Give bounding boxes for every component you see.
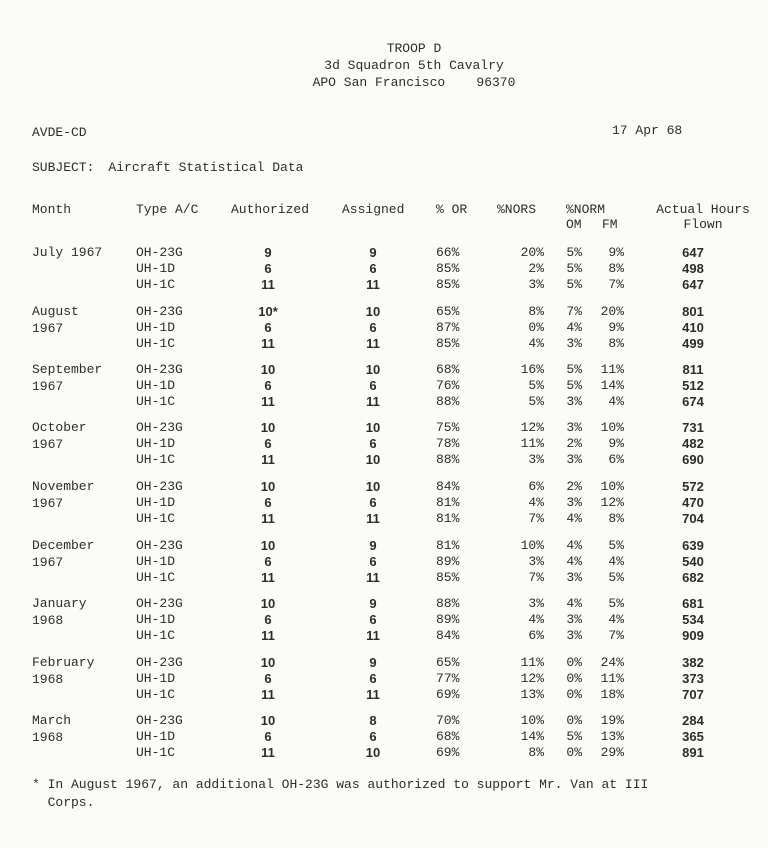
authorized-value: 10*	[258, 304, 278, 319]
or-percent: 65%	[436, 655, 460, 670]
table-row	[0, 510, 768, 527]
fm-percent: 19%	[600, 713, 624, 728]
aircraft-type: UH-1D	[136, 378, 176, 393]
nors-percent: 13%	[520, 687, 544, 702]
authorized-value: 6	[264, 261, 272, 276]
month-year: 1967	[32, 555, 64, 570]
month-group	[0, 537, 768, 593]
aircraft-type: OH-23G	[136, 420, 183, 435]
or-percent: 77%	[436, 671, 460, 686]
aircraft-type: UH-1C	[136, 511, 176, 526]
fm-percent: 14%	[600, 378, 624, 393]
aircraft-type: UH-1C	[136, 277, 176, 292]
aircraft-type: OH-23G	[136, 245, 183, 260]
assigned-value: 6	[369, 729, 377, 744]
assigned-value: 6	[369, 612, 377, 627]
assigned-value: 11	[366, 336, 380, 351]
assigned-value: 11	[366, 394, 380, 409]
or-percent: 69%	[436, 687, 460, 702]
assigned-value: 6	[369, 261, 377, 276]
hours-flown: 284	[682, 713, 704, 728]
hours-flown: 534	[682, 612, 704, 627]
hours-flown: 682	[682, 570, 704, 585]
subject-line	[32, 160, 303, 175]
month-year: 1967	[32, 379, 64, 394]
fm-percent: 9%	[608, 320, 624, 335]
assigned-value: 11	[366, 570, 380, 585]
aircraft-type: UH-1D	[136, 612, 176, 627]
aircraft-type: OH-23G	[136, 304, 183, 319]
month-year: 1968	[32, 672, 64, 687]
assigned-value: 11	[366, 687, 380, 702]
om-percent: 7%	[566, 304, 582, 319]
month-year: 1967	[32, 496, 64, 511]
month-name: July 1967	[32, 245, 103, 260]
table-row	[0, 670, 768, 687]
footnote-line-1: * In August 1967, an additional OH-23G was authorized to support Mr. Van at III	[32, 777, 649, 792]
authorized-value: 6	[264, 495, 272, 510]
fm-percent: 6%	[608, 452, 624, 467]
aircraft-type: OH-23G	[136, 655, 183, 670]
assigned-value: 6	[369, 378, 377, 393]
table-row	[0, 686, 768, 703]
om-percent: 3%	[566, 420, 582, 435]
or-percent: 75%	[436, 420, 460, 435]
fm-percent: 7%	[608, 628, 624, 643]
month-name: February	[32, 655, 95, 670]
authorized-value: 10	[260, 713, 276, 728]
authorized-value: 6	[264, 320, 272, 335]
authorized-value: 6	[264, 612, 272, 627]
month-year: 1967	[32, 437, 64, 452]
hours-flown: 512	[682, 378, 704, 393]
aircraft-type: UH-1D	[136, 554, 176, 569]
aircraft-type: UH-1C	[136, 628, 176, 643]
hours-flown: 572	[682, 479, 704, 494]
om-percent: 2%	[566, 436, 582, 451]
assigned-value: 6	[369, 554, 377, 569]
header-assigned: Assigned	[342, 202, 405, 217]
assigned-value: 11	[366, 277, 380, 292]
table-row	[0, 244, 768, 261]
nors-percent: 10%	[520, 538, 544, 553]
nors-percent: 6%	[528, 479, 544, 494]
header-om: OM	[566, 217, 582, 232]
om-percent: 4%	[566, 320, 582, 335]
aircraft-type: UH-1D	[136, 261, 176, 276]
authorized-value: 11	[261, 336, 275, 351]
or-percent: 68%	[436, 729, 460, 744]
month-year: 1968	[32, 730, 64, 745]
om-percent: 3%	[566, 612, 582, 627]
nors-percent: 12%	[520, 420, 544, 435]
month-group	[0, 712, 768, 768]
nors-percent: 10%	[520, 713, 544, 728]
hours-flown: 470	[682, 495, 704, 510]
hours-flown: 647	[682, 277, 704, 292]
authorized-value: 10	[260, 479, 276, 494]
authorized-value: 11	[261, 628, 275, 643]
hours-flown: 801	[682, 304, 704, 319]
nors-percent: 4%	[528, 336, 544, 351]
hours-flown: 482	[682, 436, 704, 451]
nors-percent: 0%	[528, 320, 544, 335]
om-percent: 3%	[566, 336, 582, 351]
hours-flown: 681	[682, 596, 704, 611]
subject-label: SUBJECT:	[32, 160, 95, 175]
fm-percent: 8%	[608, 511, 624, 526]
letterhead	[0, 40, 768, 91]
hours-flown: 410	[682, 320, 704, 335]
aircraft-type: UH-1C	[136, 570, 176, 585]
om-percent: 5%	[566, 245, 582, 260]
header-month: Month	[32, 202, 72, 217]
aircraft-type: OH-23G	[136, 538, 183, 553]
fm-percent: 7%	[608, 277, 624, 292]
nors-percent: 11%	[520, 655, 544, 670]
fm-percent: 5%	[608, 538, 624, 553]
table-row	[0, 712, 768, 729]
hours-flown: 811	[682, 362, 704, 377]
authorized-value: 10	[260, 596, 276, 611]
or-percent: 81%	[436, 495, 460, 510]
hours-flown: 499	[682, 336, 704, 351]
assigned-value: 9	[369, 245, 377, 260]
fm-percent: 9%	[608, 245, 624, 260]
aircraft-type: UH-1D	[136, 671, 176, 686]
hours-flown: 498	[682, 261, 704, 276]
apo-address: APO San Francisco 96370	[312, 75, 516, 90]
table-row	[0, 303, 768, 320]
table-row	[0, 451, 768, 468]
header-fm: FM	[602, 217, 618, 232]
or-percent: 85%	[436, 336, 460, 351]
aircraft-type: UH-1C	[136, 336, 176, 351]
squadron-name: 3d Squadron 5th Cavalry	[324, 58, 504, 73]
authorized-value: 6	[264, 554, 272, 569]
om-percent: 3%	[566, 570, 582, 585]
month-name: March	[32, 713, 72, 728]
table-row	[0, 744, 768, 761]
table-row	[0, 377, 768, 394]
om-percent: 4%	[566, 538, 582, 553]
om-percent: 2%	[566, 479, 582, 494]
assigned-value: 6	[369, 495, 377, 510]
aircraft-type: OH-23G	[136, 362, 183, 377]
fm-percent: 4%	[608, 554, 624, 569]
fm-percent: 24%	[600, 655, 624, 670]
or-percent: 66%	[436, 245, 460, 260]
hours-flown: 707	[682, 687, 704, 702]
assigned-value: 6	[369, 671, 377, 686]
fm-percent: 4%	[608, 612, 624, 627]
assigned-value: 9	[369, 655, 377, 670]
month-year: 1968	[32, 613, 64, 628]
aircraft-type: UH-1C	[136, 394, 176, 409]
authorized-value: 11	[261, 394, 275, 409]
aircraft-type: UH-1C	[136, 452, 176, 467]
assigned-value: 10	[365, 362, 381, 377]
authorized-value: 11	[261, 277, 275, 292]
fm-percent: 5%	[608, 596, 624, 611]
nors-percent: 3%	[528, 596, 544, 611]
nors-percent: 14%	[520, 729, 544, 744]
or-percent: 89%	[436, 612, 460, 627]
month-name: October	[32, 420, 87, 435]
nors-percent: 20%	[520, 245, 544, 260]
om-percent: 5%	[566, 362, 582, 377]
table-row	[0, 654, 768, 671]
table-row	[0, 537, 768, 554]
table-row	[0, 595, 768, 612]
authorized-value: 10	[260, 420, 276, 435]
om-percent: 0%	[566, 745, 582, 760]
or-percent: 85%	[436, 261, 460, 276]
authorized-value: 6	[264, 436, 272, 451]
fm-percent: 11%	[600, 362, 624, 377]
or-percent: 85%	[436, 570, 460, 585]
table-row	[0, 569, 768, 586]
table-row	[0, 611, 768, 628]
hours-flown: 639	[682, 538, 704, 553]
unit-name: TROOP D	[386, 41, 442, 56]
om-percent: 4%	[566, 554, 582, 569]
fm-percent: 11%	[600, 671, 624, 686]
assigned-value: 6	[369, 436, 377, 451]
fm-percent: 8%	[608, 261, 624, 276]
authorized-value: 9	[264, 245, 272, 260]
aircraft-type: UH-1D	[136, 729, 176, 744]
table-row	[0, 728, 768, 745]
table-row	[0, 494, 768, 511]
authorized-value: 11	[261, 452, 275, 467]
or-percent: 78%	[436, 436, 460, 451]
authorized-value: 6	[264, 729, 272, 744]
document-date: 17 Apr 68	[612, 123, 683, 138]
or-percent: 68%	[436, 362, 460, 377]
authorized-value: 11	[261, 687, 275, 702]
fm-percent: 12%	[600, 495, 624, 510]
assigned-value: 10	[365, 479, 381, 494]
nors-percent: 6%	[528, 628, 544, 643]
nors-percent: 5%	[528, 378, 544, 393]
hours-flown: 382	[682, 655, 704, 670]
nors-percent: 4%	[528, 612, 544, 627]
authorized-value: 10	[260, 655, 276, 670]
nors-percent: 4%	[528, 495, 544, 510]
header-type: Type A/C	[136, 202, 199, 217]
assigned-value: 9	[369, 538, 377, 553]
or-percent: 69%	[436, 745, 460, 760]
om-percent: 0%	[566, 687, 582, 702]
authorized-value: 6	[264, 671, 272, 686]
aircraft-type: UH-1D	[136, 436, 176, 451]
aircraft-type: UH-1D	[136, 320, 176, 335]
authorized-value: 11	[261, 745, 275, 760]
month-year: 1967	[32, 321, 64, 336]
nors-percent: 2%	[528, 261, 544, 276]
nors-percent: 11%	[520, 436, 544, 451]
om-percent: 3%	[566, 628, 582, 643]
om-percent: 5%	[566, 277, 582, 292]
footnote-line-2: Corps.	[32, 795, 95, 810]
aircraft-type: UH-1D	[136, 495, 176, 510]
assigned-value: 10	[365, 304, 381, 319]
table-row	[0, 276, 768, 293]
hours-flown: 704	[682, 511, 704, 526]
fm-percent: 18%	[600, 687, 624, 702]
hours-flown: 373	[682, 671, 704, 686]
om-percent: 0%	[566, 671, 582, 686]
table-row	[0, 478, 768, 495]
nors-percent: 16%	[520, 362, 544, 377]
authorized-value: 10	[260, 362, 276, 377]
hours-flown: 891	[682, 745, 704, 760]
fm-percent: 20%	[600, 304, 624, 319]
authorized-value: 11	[261, 570, 275, 585]
or-percent: 88%	[436, 452, 460, 467]
table-row	[0, 419, 768, 436]
nors-percent: 8%	[528, 304, 544, 319]
or-percent: 89%	[436, 554, 460, 569]
authorized-value: 6	[264, 378, 272, 393]
nors-percent: 7%	[528, 570, 544, 585]
or-percent: 81%	[436, 538, 460, 553]
or-percent: 84%	[436, 479, 460, 494]
footnote	[32, 776, 752, 812]
assigned-value: 11	[366, 628, 380, 643]
aircraft-type: OH-23G	[136, 596, 183, 611]
om-percent: 4%	[566, 596, 582, 611]
table-row	[0, 627, 768, 644]
assigned-value: 10	[365, 745, 381, 760]
om-percent: 3%	[566, 394, 582, 409]
month-name: September	[32, 362, 103, 377]
month-group	[0, 595, 768, 651]
or-percent: 88%	[436, 394, 460, 409]
month-group	[0, 244, 768, 300]
table-row	[0, 393, 768, 410]
assigned-value: 10	[365, 452, 381, 467]
month-group	[0, 361, 768, 417]
nors-percent: 12%	[520, 671, 544, 686]
authorized-value: 11	[261, 511, 275, 526]
or-percent: 87%	[436, 320, 460, 335]
assigned-value: 10	[365, 420, 381, 435]
table-row	[0, 361, 768, 378]
assigned-value: 9	[369, 596, 377, 611]
or-percent: 84%	[436, 628, 460, 643]
aircraft-type: OH-23G	[136, 479, 183, 494]
om-percent: 0%	[566, 655, 582, 670]
om-percent: 5%	[566, 261, 582, 276]
fm-percent: 10%	[600, 479, 624, 494]
fm-percent: 10%	[600, 420, 624, 435]
or-percent: 88%	[436, 596, 460, 611]
table-row	[0, 260, 768, 277]
month-name: January	[32, 596, 87, 611]
fm-percent: 5%	[608, 570, 624, 585]
fm-percent: 29%	[600, 745, 624, 760]
month-name: August	[32, 304, 79, 319]
header-norm: %NORM	[566, 202, 606, 217]
assigned-value: 8	[369, 713, 377, 728]
header-authorized: Authorized	[231, 202, 310, 217]
month-group	[0, 303, 768, 359]
subject-text: Aircraft Statistical Data	[108, 160, 304, 175]
assigned-value: 11	[366, 511, 380, 526]
table-row	[0, 319, 768, 336]
nors-percent: 8%	[528, 745, 544, 760]
table-row	[0, 435, 768, 452]
aircraft-type: UH-1C	[136, 745, 176, 760]
month-name: November	[32, 479, 95, 494]
hours-flown: 731	[682, 420, 704, 435]
om-percent: 3%	[566, 495, 582, 510]
or-percent: 81%	[436, 511, 460, 526]
month-group	[0, 478, 768, 534]
assigned-value: 6	[369, 320, 377, 335]
nors-percent: 7%	[528, 511, 544, 526]
om-percent: 5%	[566, 729, 582, 744]
or-percent: 65%	[436, 304, 460, 319]
fm-percent: 13%	[600, 729, 624, 744]
om-percent: 5%	[566, 378, 582, 393]
header-or: % OR	[436, 202, 468, 217]
or-percent: 70%	[436, 713, 460, 728]
hours-flown: 690	[682, 452, 704, 467]
om-percent: 4%	[566, 511, 582, 526]
fm-percent: 9%	[608, 436, 624, 451]
or-percent: 85%	[436, 277, 460, 292]
aircraft-type: OH-23G	[136, 713, 183, 728]
month-name: December	[32, 538, 95, 553]
header-hours: Actual Hours	[656, 202, 750, 217]
office-symbol: AVDE-CD	[32, 125, 87, 140]
nors-percent: 3%	[528, 554, 544, 569]
month-group	[0, 654, 768, 710]
header-flown: Flown	[683, 217, 723, 232]
or-percent: 76%	[436, 378, 460, 393]
nors-percent: 3%	[528, 452, 544, 467]
table-row	[0, 335, 768, 352]
month-group	[0, 419, 768, 475]
hours-flown: 909	[682, 628, 704, 643]
nors-percent: 5%	[528, 394, 544, 409]
table-row	[0, 553, 768, 570]
fm-percent: 4%	[608, 394, 624, 409]
hours-flown: 647	[682, 245, 704, 260]
aircraft-type: UH-1C	[136, 687, 176, 702]
hours-flown: 540	[682, 554, 704, 569]
authorized-value: 10	[260, 538, 276, 553]
nors-percent: 3%	[528, 277, 544, 292]
hours-flown: 365	[682, 729, 704, 744]
fm-percent: 8%	[608, 336, 624, 351]
hours-flown: 674	[682, 394, 704, 409]
header-nors: %NORS	[497, 202, 537, 217]
om-percent: 0%	[566, 713, 582, 728]
om-percent: 3%	[566, 452, 582, 467]
